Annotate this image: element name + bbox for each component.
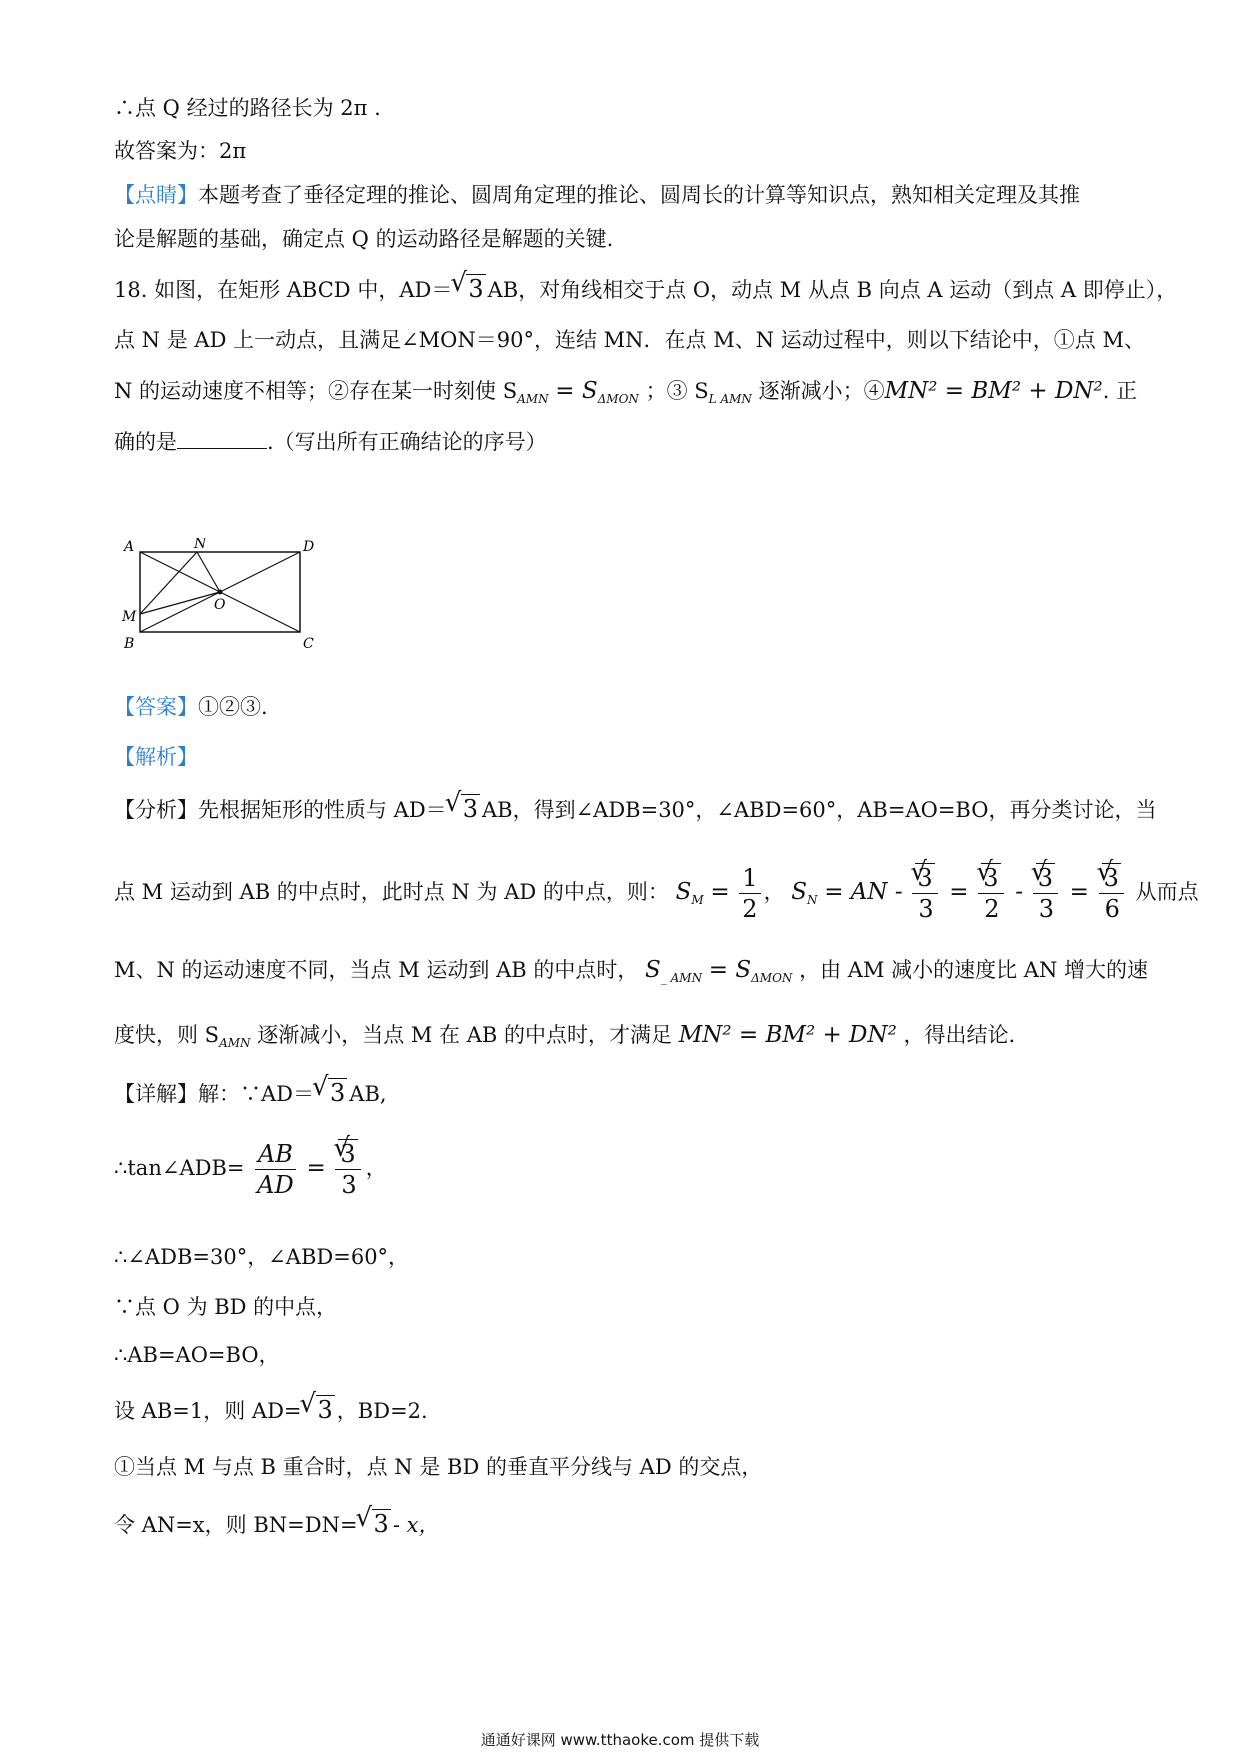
answer-blank (177, 428, 267, 449)
fenxi-line-4: 度快，则 $S_{AMN}$ 逐渐减小，当点 M 在 AB 的中点时，才满足 MN² = BM² + DN² ，得出结论. (114, 1022, 1016, 1051)
problem-line-3: N 的运动速度不相等；②存在某一时刻使 $S_{AMN} = S_{\Delta MON}$ ；③ $S_{L AMN}$ 逐渐减小；④MN² = BM² + DN². 正 (114, 378, 1138, 407)
tan-line: ∴tan∠ADB= $\frac{AB}{AD}$ = √ $\frac{3}{3}$ ， (114, 1138, 387, 1200)
label-C: C (303, 636, 314, 652)
comment-line-2: 论是解题的基础，确定点 Q 的运动路径是解题的关键. (114, 227, 614, 251)
equal-line: ∴AB=AO=BO， (114, 1343, 280, 1367)
rectangle-figure (118, 538, 318, 653)
fenxi-line-1: 【分析】先根据矩形的性质与 AD＝√ 3 AB，得到∠ADB=30°，∠ABD=60°，AB=AO=BO，再分类讨论，当 (114, 794, 1156, 825)
problem-line-4: 确的是 .（写出所有正确结论的序号） (114, 430, 547, 454)
label-A: A (124, 539, 135, 555)
problem-line-1: 18. 如图，在矩形 ABCD 中，AD＝√ 3 AB，对角线相交于点 O，动点 M 从点 B 向点 A 运动（到点 A 即停止）， (114, 274, 1177, 305)
let-line: 令 AN=x，则 BN=DN=√ 3 - x， (114, 1509, 439, 1540)
label-O: O (214, 597, 226, 613)
label-D: D (303, 539, 315, 555)
footer-watermark: 通通好课网 www.tthaoke.com 提供下载 (480, 1731, 760, 1749)
comment-line-1: 【点睛】本题考查了垂径定理的推论、圆周角定理的推论、圆周长的计算等知识点，熟知相关定理及其推 (114, 183, 1080, 207)
analysis-heading: 【解析】 (114, 745, 198, 769)
midpoint-line: ∵点 O 为 BD 的中点， (114, 1295, 338, 1319)
answer-line: 故答案为：2π (114, 139, 247, 163)
xiangjie-line: 【详解】解：∵AD＝√ 3 AB, (114, 1078, 387, 1109)
answer-section: 【答案】①②③. (114, 695, 268, 719)
problem-line-2: 点 N 是 AD 上一动点，且满足∠MON＝90°，连结 MN．在点 M、N 运动过程中，则以下结论中，①点 M、 (114, 328, 1145, 352)
angles-line: ∴∠ADB=30°，∠ABD=60°， (114, 1245, 410, 1269)
fenxi-line-3: M、N 的运动速度不同，当点 M 运动到 AB 的中点时， $S_{\_ AMN} = S_{\Delta MON}$ ，由 AM 减小的速度比 AN 增大的速 (114, 957, 1149, 986)
fenxi-line-2: 点 M 运动到 AB 的中点时，此时点 N 为 AD 的中点，则： $S_M$ = $\frac{1}{2}$ ， $S_N$ = AN - √ $\frac{3}{3}$ = √ $\frac{3}{2}$ - √ $\frac{3}{3}$ = √ $\frac{3}{6}$ 从而点 (114, 862, 1199, 930)
label-N: N (194, 538, 207, 552)
label-B: B (124, 636, 135, 652)
solution-conclusion: ∴点 Q 经过的路径长为 2π . (114, 96, 381, 120)
case1-line: ①当点 M 与点 B 重合时，点 N 是 BD 的垂直平分线与 AD 的交点， (114, 1455, 763, 1479)
set-line: 设 AB=1，则 AD=√ 3 ，BD=2. (114, 1395, 428, 1426)
label-M: M (122, 609, 137, 625)
